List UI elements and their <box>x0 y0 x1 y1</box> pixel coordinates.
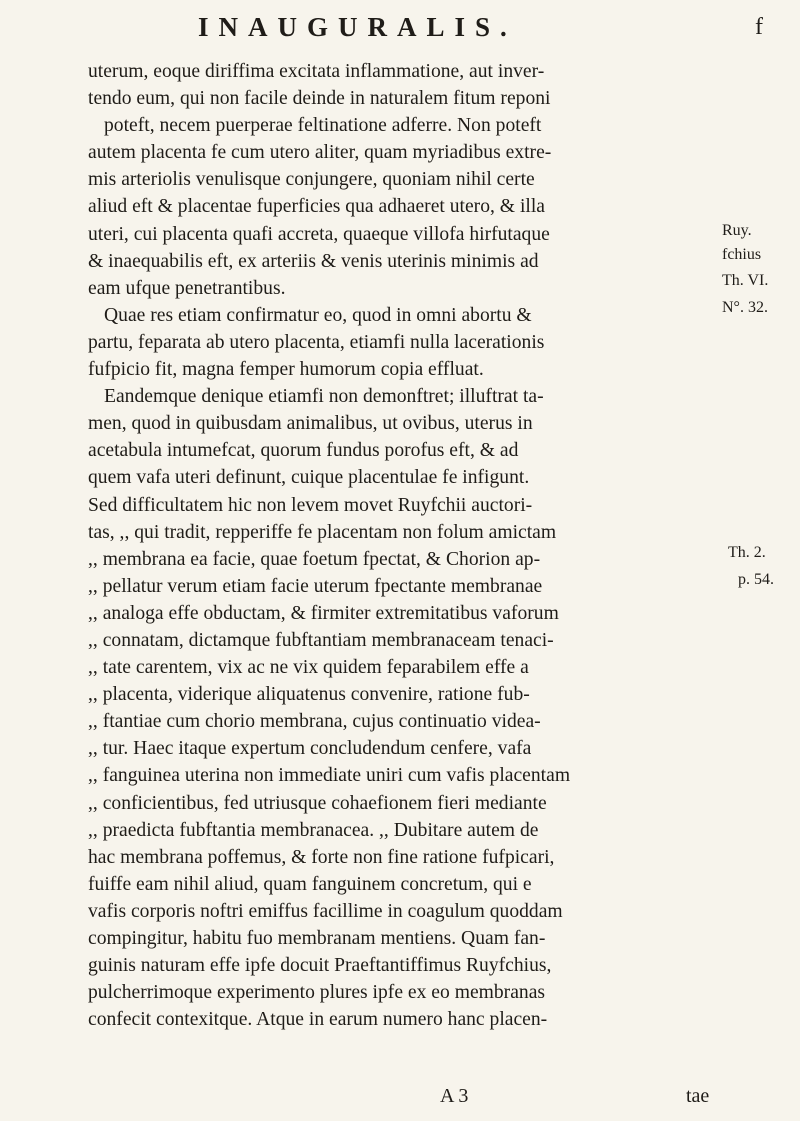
page-folio: f <box>755 14 763 40</box>
text-line: compingitur, habitu fuo membranam mentiens. Quam fan- <box>88 928 546 949</box>
margin-note-th-2: Th. 2. <box>728 544 766 561</box>
text-line: quem vafa uteri definunt, cuique placentulae fe infigunt. <box>88 467 530 489</box>
text-line: ,, tur. Haec itaque expertum concludendum cenfere, vafa <box>88 738 532 760</box>
text-line: Quae res etiam confirmatur eo, quod in omni abortu & <box>104 304 532 326</box>
catchword: tae <box>686 1085 710 1107</box>
text-line: tendo eum, qui non facile deinde in naturalem fitum reponi <box>88 88 551 110</box>
text-line: mis arteriolis venulisque conjungere, quoniam nihil certe <box>88 169 535 191</box>
signature-mark: A 3 <box>440 1085 469 1107</box>
text-line: uterum, eoque diriffima excitata inflammatione, aut inver- <box>88 61 545 82</box>
text-line: ,, fanguinea uterina non immediate uniri cum vafis placentam <box>88 765 571 787</box>
text-line: aliud eft & placentae fuperficies qua adhaeret utero, & illa <box>88 196 545 218</box>
margin-note-number: N°. 32. <box>722 299 768 316</box>
text-line: autem placenta fe cum utero aliter, quam myriadibus extre- <box>88 142 552 164</box>
text-line: ,, placenta, viderique aliquatenus convenire, ratione fub- <box>88 684 530 706</box>
text-line: ,, ftantiae cum chorio membrana, cujus continuatio videa- <box>88 711 541 733</box>
margin-note-page: p. 54. <box>738 571 774 588</box>
text-line: Eandemque denique etiamfi non demonftret; illuftrat ta- <box>104 386 544 408</box>
margin-note-fchius: fchius <box>722 246 762 263</box>
text-line: ,, analoga effe obductam, & firmiter extremitatibus vaforum <box>88 602 559 624</box>
text-line: acetabula intumefcat, quorum fundus porofus eft, & ad <box>88 440 519 462</box>
text-line: ,, membrana ea facie, quae foetum fpectat, & Chorion ap- <box>88 548 541 570</box>
text-line: hac membrana poffemus, & forte non fine ratione fufpicari, <box>88 846 555 868</box>
text-line: ,, praedicta fubftantia membranacea. ,, Dubitare autem de <box>88 819 539 841</box>
text-line: ,, connatam, dictamque fubftantiam membranaceam tenaci- <box>88 629 554 651</box>
text-line: pulcherrimoque experimento plures ipfe ex eo membranas <box>88 982 546 1004</box>
text-line: fufpicio fit, magna femper humorum copia effluat. <box>88 359 484 381</box>
text-line: confecit contexitque. Atque in earum numero hanc placen- <box>88 1009 548 1031</box>
text-line: ,, tate carentem, vix ac ne vix quidem feparabilem effe a <box>88 657 529 679</box>
body-text <box>88 58 768 1033</box>
text-line: uteri, cui placenta quafi accreta, quaeque villofa hirfutaque <box>88 223 550 245</box>
text-line: vafis corporis noftri emiffus facillime in coagulum quoddam <box>88 900 563 922</box>
text-line: guinis naturam effe ipfe docuit Praeftantiffimus Ruyfchius, <box>88 955 552 977</box>
text-line: tas, ,, qui tradit, repperiffe fe placentam non folum amictam <box>88 521 557 543</box>
text-line: ,, pellatur verum etiam facie uterum fpectante membranae <box>88 575 543 597</box>
text-line: poteft, necem puerperae feltinatione adferre. Non poteft <box>104 115 542 137</box>
running-title: INAUGURALIS. <box>198 12 517 42</box>
text-line: & inaequabilis eft, ex arteriis & venis uterinis minimis ad <box>88 250 539 272</box>
text-line: Sed difficultatem hic non levem movet Ruyfchii auctori- <box>88 494 533 516</box>
margin-note-ruy: Ruy. <box>722 222 752 239</box>
text-line: men, quod in quibusdam animalibus, ut ovibus, uterus in <box>88 413 533 435</box>
text-line: ,, conficientibus, fed utriusque cohaefionem fieri mediante <box>88 792 547 814</box>
margin-note-th-vi: Th. VI. <box>722 272 769 289</box>
text-line: fuiffe eam nihil aliud, quam fanguinem concretum, qui e <box>88 873 532 895</box>
text-line: eam ufque penetrantibus. <box>88 277 286 299</box>
text-line: partu, feparata ab utero placenta, etiamfi nulla lacerationis <box>88 331 545 353</box>
